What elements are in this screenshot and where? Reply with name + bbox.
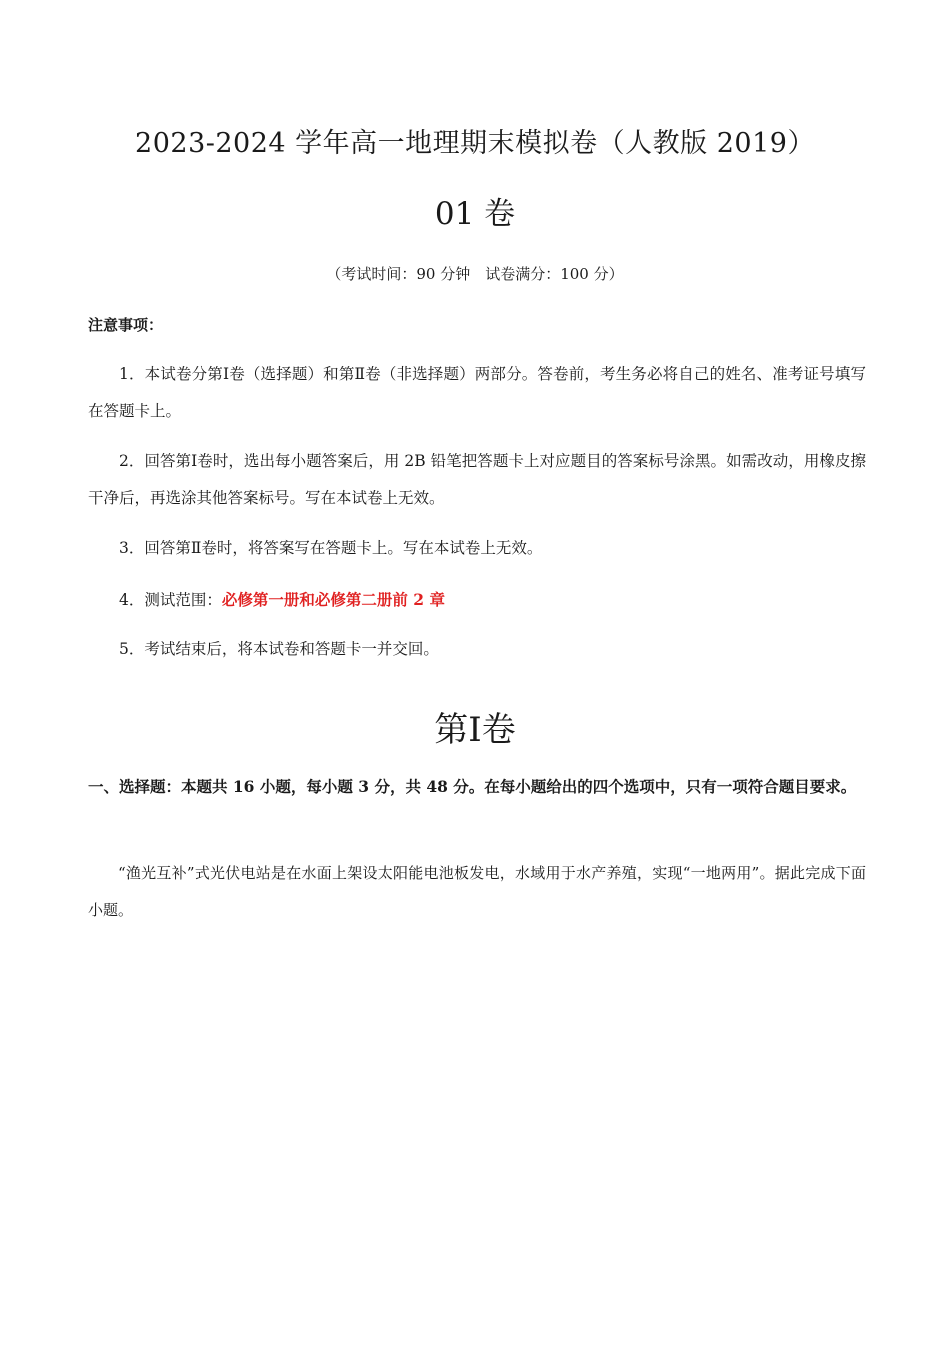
notice-item: 3．回答第Ⅱ卷时，将答案写在答题卡上。写在本试卷上无效。 bbox=[119, 539, 543, 557]
test-scope-label: 4．测试范围： bbox=[119, 591, 222, 609]
paper-number: 01 卷 bbox=[434, 196, 516, 232]
notice-heading: 注意事项： bbox=[88, 316, 164, 334]
question-passage: “渔光互补”式光伏电站是在水面上架设太阳能电池板发电，水域用于水产养殖，实现“一地两用”。据此完成下面小题。 bbox=[88, 864, 866, 919]
exam-title: 2023-2024 学年高一地理期末模拟卷（人教版 2019） bbox=[135, 128, 815, 159]
section-heading: 第Ⅰ卷 bbox=[434, 710, 516, 750]
notice-item: 5．考试结束后，将本试卷和答题卡一并交回。 bbox=[119, 640, 439, 658]
notice-item: 2．回答第Ⅰ卷时，选出每小题答案后，用 2B 铅笔把答题卡上对应题目的答案标号涂黑。如需改动，用橡皮擦干净后，再选涂其他答案标号。写在本试卷上无效。 bbox=[88, 452, 866, 507]
notice-item: 1．本试卷分第Ⅰ卷（选择题）和第Ⅱ卷（非选择题）两部分。答卷前，考生务必将自己的姓名、准考证号填写在答题卡上。 bbox=[88, 365, 866, 420]
test-scope-highlight: 必修第一册和必修第二册前 2 章 bbox=[221, 590, 445, 609]
notice-item-test-scope bbox=[88, 581, 866, 619]
part-heading: 一、选择题：本题共 16 小题，每小题 3 分，共 48 分。在每小题给出的四个选项中，只有一项符合题目要求。 bbox=[88, 777, 857, 796]
exam-info: （考试时间：90 分钟 试卷满分：100 分） bbox=[326, 265, 624, 283]
